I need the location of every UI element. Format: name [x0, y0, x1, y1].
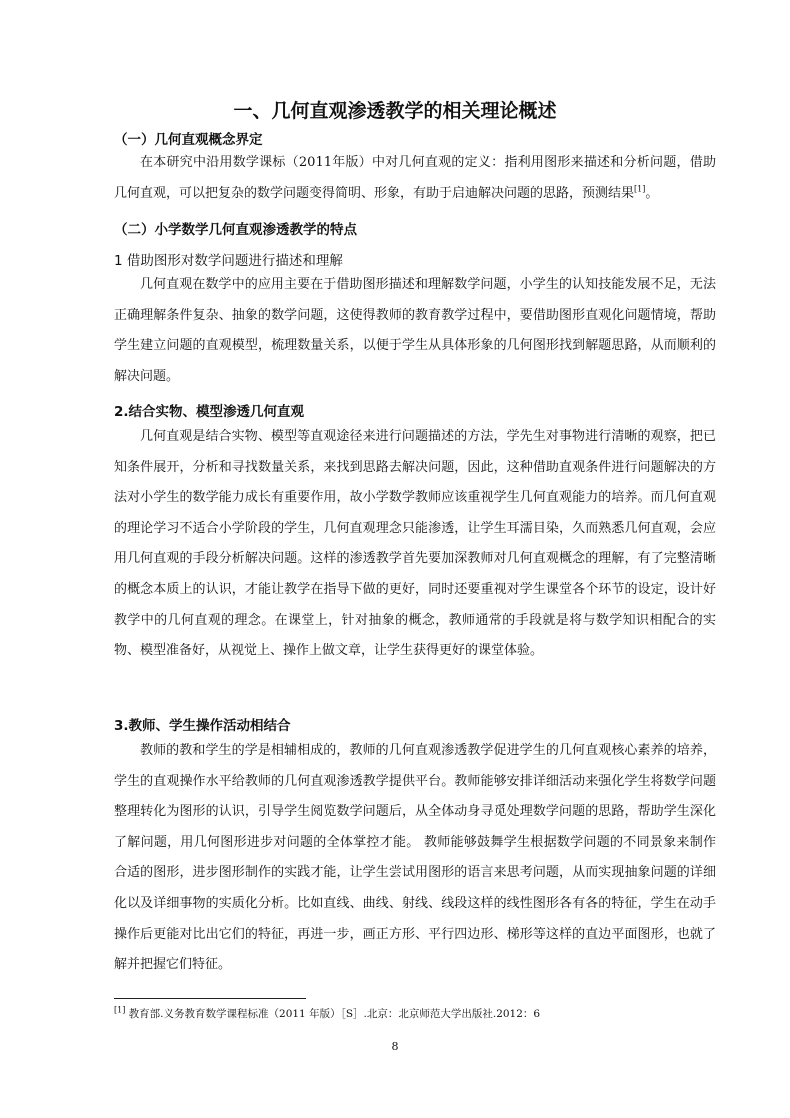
subheading-1: 1 借助图形对数学问题进行描述和理解 — [114, 253, 343, 269]
section-1-end: 。 — [645, 185, 659, 201]
citation-ref[interactable]: [1] — [634, 184, 646, 194]
subheading-2: 2.结合实物、模型渗透几何直观 — [114, 404, 305, 420]
page-number: 8 — [391, 1040, 399, 1053]
paragraph-3: 教师的教和学生的学是相辅相成的，教师的几何直观渗透教学促进学生的几何直观核心素养的培养，学生的直观操作水平给教师的几何直观渗透教学提供平台。教师能够安排详细活动来强化学生将数学问题整理转化为图形的认识，引导学生阅览数学问题后，从全体动身寻觅处理数学问题的思路，帮助学生深化了解问题，用几何图形进步对问题的全体掌控才能。 教师能够鼓舞学生根据数学问题的不同景象来制作合适的图形，进步图形制作的实践才能，让学生尝试用图形的语言来思考问题，从而实现抽象问题的详细化以及详细事物的实质化分析。比如直线、曲线、射线、线段这样的线性图形各有各的特征，学生在动手操作后更能对比出它们的特征，再进一步，画正方形、平行四边形、梯形等这样的直边平面图形，也就了解并把握它们特征。 — [114, 743, 716, 973]
footnote-rule — [114, 998, 306, 999]
footnote-mark: [1] — [114, 1005, 126, 1015]
paragraph-2: 几何直观是结合实物、模型等直观途径来进行问题描述的方法，学先生对事物进行清晰的观察，把已知条件展开，分析和寻找数量关系，来找到思路去解决问题，因此，这种借助直观条件进行问题解决的方法对小学生的数学能力成长有重要作用，故小学数学教师应该重视学生几何直观能力的培养。而几何直观的理论学习不适合小学阶段的学生，几何直观理念只能渗透，让学生耳濡目染，久而熟悉几何直观，会应用几何直观的手段分析解决问题。这样的渗透教学首先要加深教师对几何直观概念的理解，有了完整清晰的概念本质上的认识，才能让教学在指导下做的更好，同时还要重视对学生课堂各个环节的设定，设计好教学中的几何直观的理念。在课堂上，针对抽象的概念，教师通常的手段就是将与数学知识相配合的实物、模型准备好，从视觉上、操作上做文章，让学生获得更好的课堂体验。 — [114, 429, 716, 659]
footnote — [114, 1006, 540, 1021]
section-heading-2: （二）小学数学几何直观渗透教学的特点 — [114, 222, 357, 238]
section-heading-1: （一）几何直观概念界定 — [114, 132, 263, 148]
section-1-paragraph — [114, 148, 716, 209]
footnote-text: 教育部.义务教育数学课程标准（2011 年版）［S］.北京：北京师范大学出版社.2012：6 — [125, 1008, 541, 1020]
section-1-text: 在本研究中沿用数学课标（2011年版）中对几何直观的定义：指利用图形来描述和分析问题，借助几何直观，可以把复杂的数学问题变得简明、形象，有助于启迪解决问题的思路，预测结果 — [114, 155, 716, 201]
subheading-3: 3.教师、学生操作活动相结合 — [114, 718, 291, 734]
paragraph-1: 几何直观在数学中的应用主要在于借助图形描述和理解数学问题，小学生的认知技能发展不足，无法正确理解条件复杂、抽象的数学问题，这使得教师的教育教学过程中，要借助图形直观化问题情境，帮助学生建立问题的直观模型，梳理数量关系，以便于学生从具体形象的几何图形找到解题思路，从而顺利的解决问题。 — [114, 277, 716, 384]
chapter-title: 一、几何直观渗透教学的相关理论概述 — [233, 100, 557, 122]
